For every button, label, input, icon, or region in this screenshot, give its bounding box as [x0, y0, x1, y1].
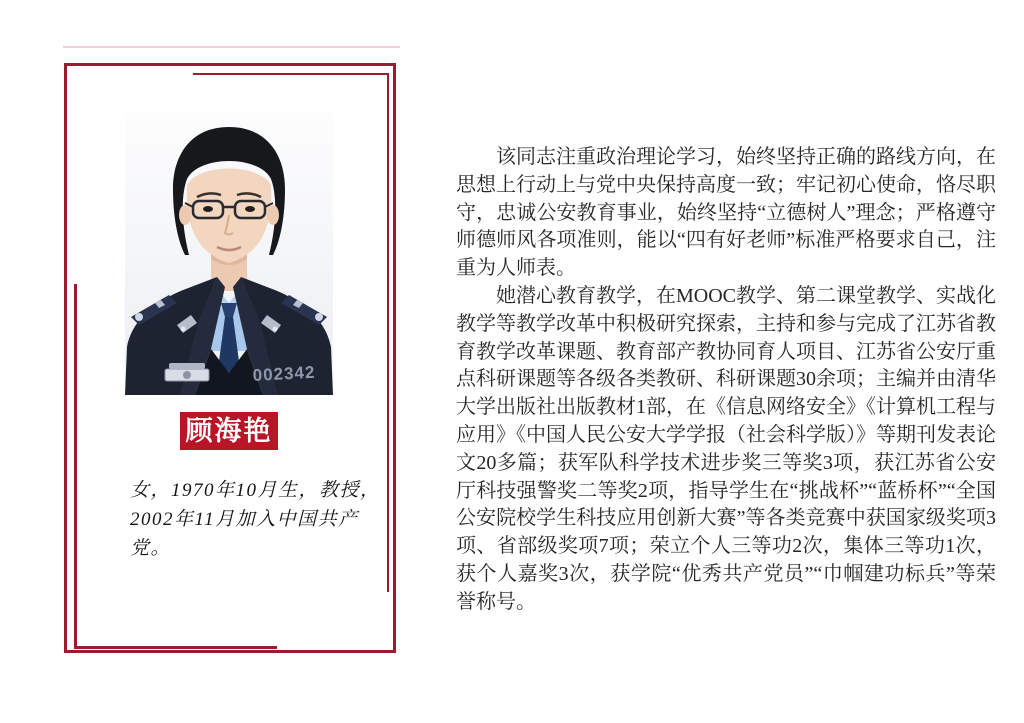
- eye-right: [245, 206, 255, 212]
- profile-photo: [125, 111, 333, 395]
- frame-accent-light-line: [63, 46, 400, 48]
- frame-accent-left-line: [74, 284, 77, 649]
- name-plate: 顾海艳: [180, 412, 278, 450]
- badge-number: 002342: [252, 362, 316, 385]
- article-paragraph-2: 她潜心教育教学，在MOOC教学、第二课堂教学、实战化教学等教学改革中积极研究探索，主持和参与完成了江苏省教育教学改革课题、教育部产教协同育人项目、江苏省公安厅重点科研课题等各级各类教研、科研课题30余项；主编并由清华大学出版社出版教材1部，在《信息网络安全》《计算机工程与应用》《中国人民公安大学学报（社会科学版）》等期刊发表论文20多篇；获军队科学技术进步奖三等奖3项，获江苏省公安厅科技强警奖二等奖2项，指导学生在“挑战杯”“蓝桥杯”“全国公安院校学生科技应用创新大赛”等各类竞赛中获国家级奖项3项、省部级奖项7项；荣立个人三等功2次，集体三等功1次，获个人嘉奖3次，获学院“优秀共产党员”“巾帼建功标兵”等荣誉称号。: [456, 284, 997, 613]
- chest-badge: [165, 363, 209, 381]
- eye-left: [203, 206, 213, 212]
- article-paragraph-1: 该同志注重政治理论学习，始终坚持正确的路线方向，在思想上行动上与党中央保持高度一致；牢记初心使命，恪尽职守，忠诚公安教育事业，始终坚持“立德树人”理念；严格遵守师德师风各项准则，能以“四有好老师”标准严格要求自己，注重为人师表。: [456, 146, 996, 280]
- article: [456, 144, 996, 617]
- frame-accent-top-line: [193, 73, 389, 75]
- bio-text: 女，1970年10月生，教授，2002年11月加入中国共产党。: [130, 480, 381, 559]
- frame-accent-bottom-line: [74, 646, 277, 649]
